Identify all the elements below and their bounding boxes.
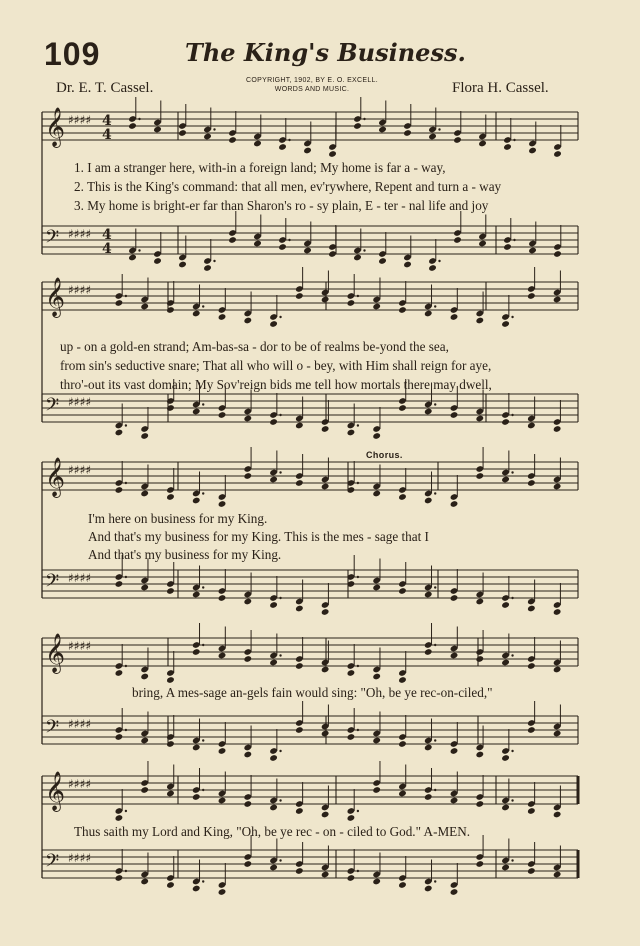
svg-text:𝄢: 𝄢 (45, 227, 60, 252)
lyric-line: And that's my business for my King. (88, 547, 282, 562)
lyric-line: up - on a gold-en strand; Am-bas-sa - dor to be of realms be-yond the sea, (60, 339, 449, 354)
svg-text:4: 4 (102, 113, 112, 129)
svg-text:𝄢: 𝄢 (45, 851, 60, 876)
svg-text:𝄞: 𝄞 (45, 277, 66, 317)
svg-text:♯♯♯♯: ♯♯♯♯ (68, 571, 92, 585)
lyric-line: Thus saith my Lord and King, "Oh, be ye rec - on - ciled to God." A-MEN. (74, 824, 471, 839)
svg-text:4: 4 (102, 127, 112, 143)
composer-name: Flora H. Cassel. (452, 80, 549, 96)
lyric-line: 3. My home is bright-er far than Sharon's ro - sy plain, E - ter - nal life and joy (74, 198, 489, 213)
svg-text:4: 4 (102, 241, 112, 257)
lyric-line: And that's my business for my King. This is the mes - sage that I (88, 529, 429, 544)
svg-text:4: 4 (102, 227, 112, 243)
svg-text:♯♯♯♯: ♯♯♯♯ (68, 851, 92, 865)
svg-text:𝄞: 𝄞 (45, 633, 66, 673)
lyric-line: bring, A mes-sage an-gels fain would sing: "Oh, be ye rec-on-ciled," (132, 685, 493, 700)
svg-text:♯♯♯♯: ♯♯♯♯ (68, 777, 92, 791)
svg-text:𝄞: 𝄞 (45, 771, 66, 811)
svg-text:𝄢: 𝄢 (45, 395, 60, 420)
svg-text:♯♯♯♯: ♯♯♯♯ (68, 113, 92, 127)
svg-text:♯♯♯♯: ♯♯♯♯ (68, 395, 92, 409)
hymn-title: The King's Business. (185, 38, 466, 67)
lyric-line: 2. This is the King's command: that all men, ev'rywhere, Repent and turn a - way (74, 179, 502, 194)
svg-text:𝄢: 𝄢 (45, 571, 60, 596)
svg-text:♯♯♯♯: ♯♯♯♯ (68, 283, 92, 297)
lyricist-name: Dr. E. T. Cassel. (56, 80, 154, 96)
svg-text:𝄞: 𝄞 (45, 107, 66, 147)
chorus-label: Chorus. (366, 450, 403, 460)
lyric-line: thro'-out its vast domain; My Sov'reign bids me tell how mortals there may dwell, (60, 377, 492, 392)
lyric-line: I'm here on business for my King. (88, 511, 268, 526)
svg-text:𝄢: 𝄢 (45, 717, 60, 742)
lyric-line: 1. I am a stranger here, with-in a foreign land; My home is far a - way, (74, 160, 446, 175)
svg-text:♯♯♯♯: ♯♯♯♯ (68, 227, 92, 241)
copyright-line: COPYRIGHT, 1902, BY E. O. EXCELL. (246, 77, 378, 84)
copyright-subline: WORDS AND MUSIC. (274, 86, 350, 93)
hymn-number: 109 (44, 36, 101, 72)
lyric-line: from sin's seductive snare; That all who will o - bey, with Him shall reign for aye, (60, 358, 492, 373)
svg-text:♯♯♯♯: ♯♯♯♯ (68, 639, 92, 653)
svg-text:♯♯♯♯: ♯♯♯♯ (68, 463, 92, 477)
svg-text:♯♯♯♯: ♯♯♯♯ (68, 717, 92, 731)
svg-text:𝄞: 𝄞 (45, 457, 66, 497)
